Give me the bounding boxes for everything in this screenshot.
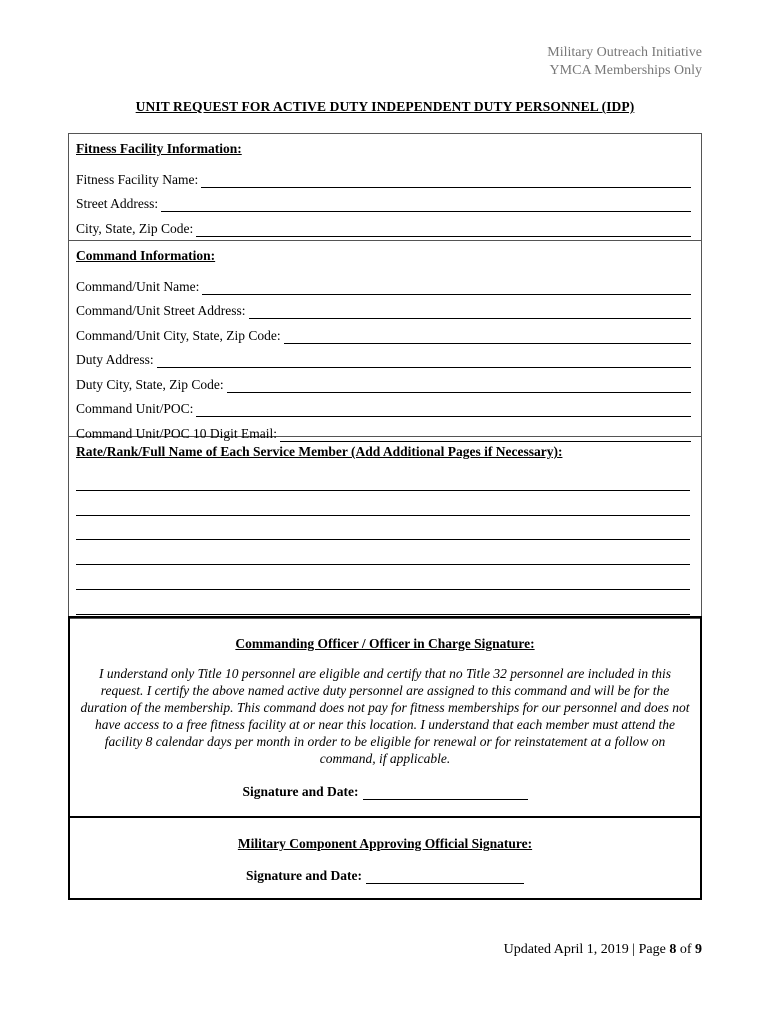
page-number: 8 bbox=[669, 942, 677, 957]
command-section bbox=[69, 241, 701, 441]
input-line[interactable] bbox=[201, 172, 691, 188]
field-label: Street Address: bbox=[76, 196, 159, 211]
input-line[interactable] bbox=[284, 328, 691, 344]
command-heading: Command Information: bbox=[76, 248, 216, 263]
duty-address-field[interactable] bbox=[76, 344, 691, 369]
fitness-facility-name-field[interactable] bbox=[76, 163, 691, 188]
field-label: Command/Unit Street Address: bbox=[76, 303, 246, 318]
co-signature-field[interactable] bbox=[242, 784, 527, 800]
field-label: City, State, Zip Code: bbox=[76, 220, 194, 236]
command-poc-field[interactable] bbox=[76, 393, 691, 418]
input-line[interactable] bbox=[196, 401, 691, 417]
input-line[interactable] bbox=[227, 377, 691, 393]
command-unit-street-field[interactable] bbox=[76, 295, 691, 320]
header-note bbox=[547, 44, 702, 80]
fitness-section bbox=[69, 134, 701, 241]
header-line-1: Military Outreach Initiative bbox=[547, 45, 702, 60]
co-signature-box bbox=[68, 616, 702, 818]
field-label: Command/Unit Name: bbox=[76, 278, 200, 294]
fitness-heading: Fitness Facility Information: bbox=[76, 141, 242, 156]
approving-signature-field[interactable] bbox=[246, 868, 524, 884]
field-label: Command/Unit City, State, Zip Code: bbox=[76, 327, 281, 343]
field-label: Duty City, State, Zip Code: bbox=[76, 376, 224, 392]
member-entry-line[interactable] bbox=[76, 466, 690, 491]
input-line[interactable] bbox=[280, 426, 691, 442]
approving-signature-box bbox=[68, 816, 702, 900]
city-state-zip-field[interactable] bbox=[76, 212, 691, 237]
field-label: Command Unit/POC 10 Digit Email: bbox=[76, 425, 278, 441]
members-heading: Rate/Rank/Full Name of Each Service Member (Add Additional Pages if Necessary): bbox=[76, 444, 563, 459]
member-entry-line[interactable] bbox=[76, 565, 690, 590]
members-section bbox=[69, 437, 701, 618]
member-entry-line[interactable] bbox=[76, 491, 690, 516]
input-line[interactable] bbox=[249, 303, 692, 319]
member-entry-line[interactable] bbox=[76, 516, 690, 541]
page-total: 9 bbox=[695, 942, 702, 957]
signature-line[interactable] bbox=[363, 785, 528, 800]
page-word: Page bbox=[638, 942, 666, 957]
member-entry-line[interactable] bbox=[76, 540, 690, 565]
field-label: Duty Address: bbox=[76, 352, 154, 367]
input-line[interactable] bbox=[157, 352, 691, 368]
field-label: Command Unit/POC: bbox=[76, 401, 194, 416]
co-certification-text: I understand only Title 10 personnel are eligible and certify that no Title 32 personnel are included in this request. I certify the above named active duty personnel are assigned to this command and will be for the duration of the membership. This command does not pay for fitness memberships for our personnel and does not have access to a free fitness facility at or near this location. I understand that each member must attend the facility 8 calendar days per month in order to be eligible for renewal or for reinstatement at a follow on command, if applicable. bbox=[80, 666, 690, 766]
input-line[interactable] bbox=[202, 279, 691, 295]
field-label: Fitness Facility Name: bbox=[76, 171, 199, 187]
form-box bbox=[68, 133, 702, 619]
input-line[interactable] bbox=[161, 196, 691, 212]
input-line[interactable] bbox=[196, 221, 691, 237]
signature-label: Signature and Date: bbox=[242, 784, 359, 799]
command-unit-city-field[interactable] bbox=[76, 319, 691, 344]
of-word: of bbox=[679, 942, 692, 957]
page-footer bbox=[504, 942, 702, 958]
header-line-2: YMCA Memberships Only bbox=[549, 63, 702, 78]
duty-city-field[interactable] bbox=[76, 368, 691, 393]
updated-date: Updated April 1, 2019 bbox=[503, 942, 629, 957]
document-title: UNIT REQUEST FOR ACTIVE DUTY INDEPENDENT DUTY PERSONNEL (IDP) bbox=[135, 99, 635, 114]
command-unit-name-field[interactable] bbox=[76, 270, 691, 295]
signature-line[interactable] bbox=[366, 869, 524, 884]
approving-signature-heading: Military Component Approving Official Signature: bbox=[237, 836, 533, 851]
member-entry-line[interactable] bbox=[76, 590, 690, 615]
street-address-field[interactable] bbox=[76, 188, 691, 213]
signature-label: Signature and Date: bbox=[245, 868, 362, 883]
poc-email-field[interactable] bbox=[76, 417, 691, 442]
footer-separator: | bbox=[632, 942, 636, 957]
co-signature-heading: Commanding Officer / Officer in Charge Signature: bbox=[235, 636, 535, 651]
